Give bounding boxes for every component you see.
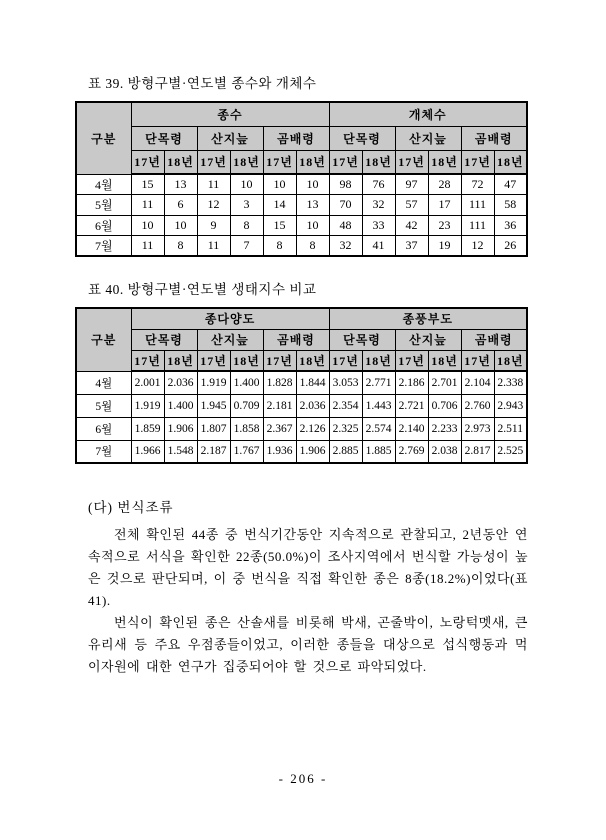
value-cell: 1.945 — [197, 394, 230, 417]
value-cell: 2.574 — [362, 417, 395, 440]
value-cell: 6 — [164, 195, 197, 216]
year-header-cell: 18년 — [494, 350, 527, 371]
table-row — [76, 195, 527, 216]
value-cell: 10 — [263, 174, 296, 195]
value-cell: 2.126 — [296, 417, 329, 440]
table39-title: 표 39. 방형구별·연도별 종수와 개체수 — [88, 76, 317, 91]
value-cell: 111 — [461, 195, 494, 216]
value-cell: 1.859 — [131, 417, 164, 440]
value-cell: 2.187 — [197, 440, 230, 463]
value-cell: 32 — [329, 236, 362, 257]
value-cell: 2.511 — [494, 417, 527, 440]
value-cell: 1.885 — [362, 440, 395, 463]
value-cell: 8 — [263, 236, 296, 257]
year-header-cell: 17년 — [263, 350, 296, 371]
paragraph: 번식이 확인된 종은 산솔새를 비롯해 박새, 곤줄박이, 노랑턱멧새, 큰유리새 등 주요 우점종들이었고, 이러한 종들을 대상으로 섭식행동과 먹이자원에 대한 연구가 집중되어야 할 것으로 파악되었다. — [88, 615, 528, 674]
value-cell: 10 — [164, 215, 197, 236]
site-header-cell: 곰배령 — [263, 329, 329, 350]
value-cell: 2.104 — [461, 371, 494, 394]
site-header-cell: 곰배령 — [461, 126, 527, 150]
year-header-cell: 17년 — [461, 350, 494, 371]
row-label-cell: 5월 — [76, 394, 131, 417]
value-cell: 2.338 — [494, 371, 527, 394]
value-cell: 3.053 — [329, 371, 362, 394]
value-cell: 2.760 — [461, 394, 494, 417]
value-cell: 98 — [329, 174, 362, 195]
value-cell: 11 — [131, 195, 164, 216]
table-row — [76, 236, 527, 257]
table40-ecological-indices — [75, 307, 528, 464]
year-header-cell: 18년 — [362, 350, 395, 371]
value-cell: 0.706 — [428, 394, 461, 417]
year-header-cell: 17년 — [461, 150, 494, 174]
value-cell: 2.769 — [395, 440, 428, 463]
value-cell: 11 — [197, 174, 230, 195]
table-row — [76, 215, 527, 236]
value-cell: 9 — [197, 215, 230, 236]
year-header-cell: 17년 — [329, 350, 362, 371]
value-cell: 26 — [494, 236, 527, 257]
site-header-cell: 곰배령 — [461, 329, 527, 350]
value-cell: 2.186 — [395, 371, 428, 394]
site-header-cell: 단목령 — [131, 329, 197, 350]
value-cell: 15 — [131, 174, 164, 195]
value-cell: 2.325 — [329, 417, 362, 440]
group-header-cell: 종풍부도 — [329, 308, 527, 329]
value-cell: 2.036 — [164, 371, 197, 394]
value-cell: 72 — [461, 174, 494, 195]
value-cell: 97 — [395, 174, 428, 195]
value-cell: 2.038 — [428, 440, 461, 463]
value-cell: 1.936 — [263, 440, 296, 463]
value-cell: 12 — [197, 195, 230, 216]
site-header-cell: 곰배령 — [263, 126, 329, 150]
site-header-cell: 산지늪 — [395, 126, 461, 150]
value-cell: 42 — [395, 215, 428, 236]
site-header-cell: 산지늪 — [395, 329, 461, 350]
year-header-cell: 18년 — [296, 350, 329, 371]
year-header-cell: 18년 — [230, 150, 263, 174]
value-cell: 13 — [296, 195, 329, 216]
site-header-cell: 단목령 — [329, 126, 395, 150]
year-header-cell: 18년 — [428, 150, 461, 174]
year-header-cell: 18년 — [296, 150, 329, 174]
value-cell: 57 — [395, 195, 428, 216]
value-cell: 10 — [230, 174, 263, 195]
row-label-cell: 6월 — [76, 215, 131, 236]
value-cell: 33 — [362, 215, 395, 236]
group-header-cell: 종수 — [131, 102, 329, 126]
value-cell: 7 — [230, 236, 263, 257]
row-label-cell: 7월 — [76, 440, 131, 463]
value-cell: 2.367 — [263, 417, 296, 440]
value-cell: 58 — [494, 195, 527, 216]
site-header-cell: 단목령 — [131, 126, 197, 150]
value-cell: 8 — [164, 236, 197, 257]
value-cell: 1.844 — [296, 371, 329, 394]
page-number: - 206 - — [278, 771, 328, 786]
site-header-cell: 산지늪 — [197, 126, 263, 150]
table39-species-individuals — [75, 101, 528, 257]
value-cell: 2.721 — [395, 394, 428, 417]
value-cell: 14 — [263, 195, 296, 216]
value-cell: 17 — [428, 195, 461, 216]
value-cell: 1.919 — [131, 394, 164, 417]
row-label-cell: 5월 — [76, 195, 131, 216]
value-cell: 2.140 — [395, 417, 428, 440]
value-cell: 111 — [461, 215, 494, 236]
value-cell: 11 — [197, 236, 230, 257]
corner-header-cell: 구분 — [76, 102, 131, 174]
value-cell: 2.973 — [461, 417, 494, 440]
value-cell: 2.817 — [461, 440, 494, 463]
value-cell: 10 — [296, 215, 329, 236]
value-cell: 32 — [362, 195, 395, 216]
value-cell: 2.001 — [131, 371, 164, 394]
table-row — [76, 371, 527, 394]
value-cell: 1.400 — [230, 371, 263, 394]
year-header-cell: 17년 — [197, 150, 230, 174]
value-cell: 37 — [395, 236, 428, 257]
value-cell: 1.906 — [296, 440, 329, 463]
year-header-cell: 17년 — [329, 150, 362, 174]
value-cell: 2.233 — [428, 417, 461, 440]
site-header-cell: 단목령 — [329, 329, 395, 350]
value-cell: 1.400 — [164, 394, 197, 417]
value-cell: 2.181 — [263, 394, 296, 417]
value-cell: 1.807 — [197, 417, 230, 440]
value-cell: 2.943 — [494, 394, 527, 417]
breeding-birds-section — [88, 496, 528, 678]
value-cell: 2.771 — [362, 371, 395, 394]
value-cell: 2.525 — [494, 440, 527, 463]
table-row — [76, 394, 527, 417]
year-header-cell: 18년 — [164, 350, 197, 371]
value-cell: 1.443 — [362, 394, 395, 417]
value-cell: 11 — [131, 236, 164, 257]
site-header-cell: 산지늪 — [197, 329, 263, 350]
year-header-cell: 17년 — [263, 150, 296, 174]
value-cell: 1.858 — [230, 417, 263, 440]
value-cell: 1.548 — [164, 440, 197, 463]
table39-body — [76, 174, 527, 256]
value-cell: 2.036 — [296, 394, 329, 417]
year-header-cell: 17년 — [131, 150, 164, 174]
value-cell: 48 — [329, 215, 362, 236]
year-header-cell: 17년 — [395, 150, 428, 174]
table-row — [76, 440, 527, 463]
row-label-cell: 4월 — [76, 371, 131, 394]
value-cell: 2.354 — [329, 394, 362, 417]
value-cell: 28 — [428, 174, 461, 195]
value-cell: 1.966 — [131, 440, 164, 463]
year-header-cell: 17년 — [131, 350, 164, 371]
value-cell: 10 — [296, 174, 329, 195]
value-cell: 1.767 — [230, 440, 263, 463]
table-row — [76, 417, 527, 440]
value-cell: 70 — [329, 195, 362, 216]
row-label-cell: 6월 — [76, 417, 131, 440]
value-cell: 15 — [263, 215, 296, 236]
row-label-cell: 7월 — [76, 236, 131, 257]
table40-body — [76, 371, 527, 463]
group-header-cell: 개체수 — [329, 102, 527, 126]
value-cell: 19 — [428, 236, 461, 257]
paragraph: 전체 확인된 44종 중 번식기간동안 지속적으로 관찰되고, 2년동안 연속적으로 서식을 확인한 22종(50.0%)이 조사지역에서 번식할 가능성이 높은 것으로 판단되며, 이 중 번식을 직접 확인한 종은 8종(18.2%)이었다(표 41). — [88, 527, 528, 608]
value-cell: 36 — [494, 215, 527, 236]
value-cell: 47 — [494, 174, 527, 195]
value-cell: 0.709 — [230, 394, 263, 417]
year-header-cell: 18년 — [494, 150, 527, 174]
row-label-cell: 4월 — [76, 174, 131, 195]
value-cell: 8 — [296, 236, 329, 257]
value-cell: 1.906 — [164, 417, 197, 440]
year-header-cell: 18년 — [362, 150, 395, 174]
value-cell: 8 — [230, 215, 263, 236]
table39-header — [76, 102, 527, 174]
table40-header — [76, 308, 527, 371]
value-cell: 2.885 — [329, 440, 362, 463]
value-cell: 3 — [230, 195, 263, 216]
corner-header-cell: 구분 — [76, 308, 131, 371]
year-header-cell: 18년 — [164, 150, 197, 174]
year-header-cell: 18년 — [428, 350, 461, 371]
section-heading: (다) 번식조류 — [88, 500, 174, 515]
group-header-cell: 종다양도 — [131, 308, 329, 329]
value-cell: 76 — [362, 174, 395, 195]
value-cell: 23 — [428, 215, 461, 236]
value-cell: 10 — [131, 215, 164, 236]
value-cell: 1.919 — [197, 371, 230, 394]
table-row — [76, 174, 527, 195]
value-cell: 12 — [461, 236, 494, 257]
year-header-cell: 17년 — [395, 350, 428, 371]
year-header-cell: 18년 — [230, 350, 263, 371]
value-cell: 13 — [164, 174, 197, 195]
value-cell: 2.701 — [428, 371, 461, 394]
table40-title: 표 40. 방형구별·연도별 생태지수 비교 — [88, 282, 317, 297]
value-cell: 41 — [362, 236, 395, 257]
value-cell: 1.828 — [263, 371, 296, 394]
year-header-cell: 17년 — [197, 350, 230, 371]
